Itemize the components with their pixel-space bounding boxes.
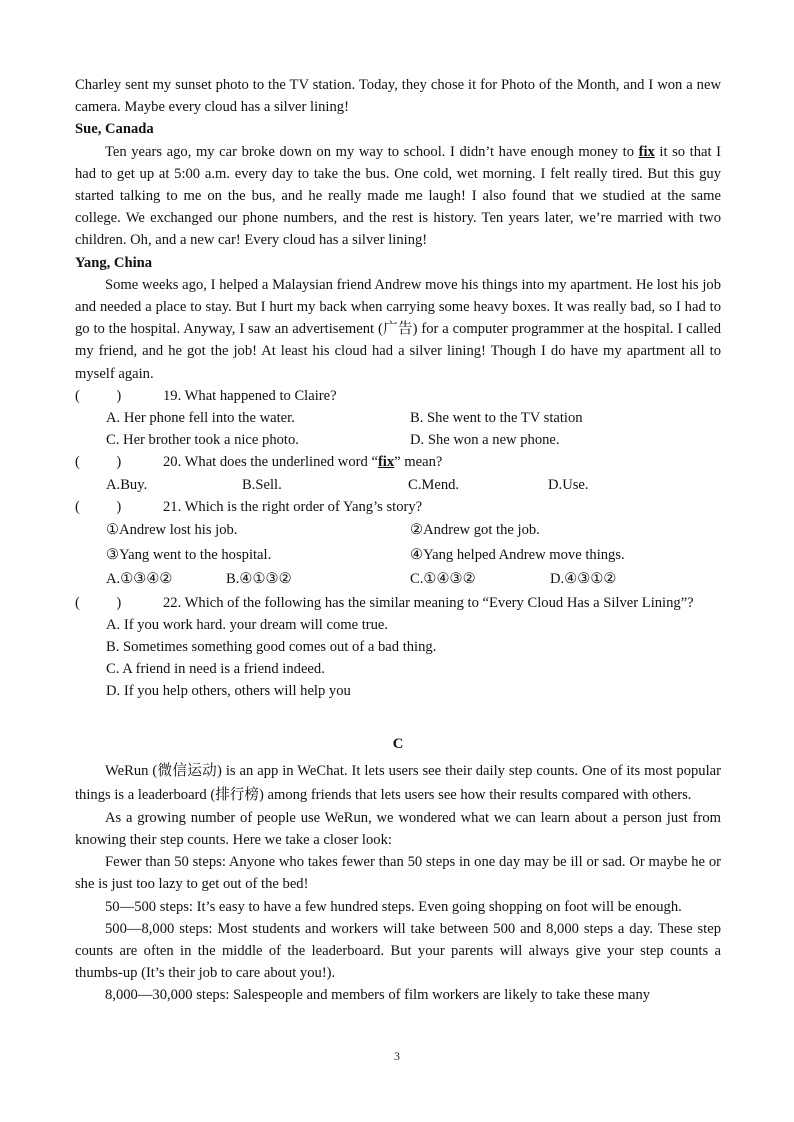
option: B. She went to the TV station <box>410 410 583 427</box>
yang-story: Some weeks ago, I helped a Malaysian friend Andrew move his things into my apartment. He lost his job and needed a place to stay. But I hurt my back when carrying some heavy boxes. It was really bad, so I had to go to the hospital. Anyway, I saw an advertisement (广告) for a computer programmer at the hospital. I called my friend, and he got the job! At least his cloud had a silver lining! Though I do have my apartment all to myself again. <box>75 276 721 382</box>
section-heading: C <box>392 735 404 752</box>
option: A.①③④② <box>106 571 173 588</box>
option: C.Mend. <box>408 476 460 493</box>
story-ending: Charley sent my sunset photo to the TV station. Today, they chose it for Photo of the Month, and I won a new camera. Maybe every cloud has a silver lining! <box>75 77 721 116</box>
option: B.Sell. <box>242 476 282 493</box>
answer-blank[interactable]: ( ) <box>75 387 122 404</box>
section-c-paragraph: WeRun (微信运动) is an app in WeChat. It lets users see their daily step counts. One of its most popular things is a leaderboard (排行榜) among friends that lets users see how their results compared with others. <box>75 762 721 803</box>
question-19: ( ) 19. What happened to Claire? <box>75 385 721 407</box>
question-20: ( ) 20. What does the underlined word “fix” mean? <box>75 451 721 473</box>
answer-blank[interactable]: ( ) <box>75 594 122 611</box>
sue-story: Ten years ago, my car broke down on my way to school. I didn’t have enough money to fix it so that I had to get up at 5:00 a.m. every day to take the bus. One cold, wet morning. I felt really tired. But this guy started talking to me on the bus, and he really made me laugh! I also found that we studied at the same college. We exchanged our phone numbers, and the rest is history. Ten years later, we’re married with two children. Oh, and a new car! Every cloud has a silver lining! <box>75 143 721 249</box>
option: C.①④③② <box>410 571 476 588</box>
question-21-events <box>75 518 721 567</box>
answer-blank[interactable]: ( ) <box>75 454 122 471</box>
option: C. Her brother took a nice photo. <box>106 432 299 449</box>
question-21: ( ) 21. Which is the right order of Yang’s story? <box>75 496 721 518</box>
author-sue: Sue, Canada <box>75 121 154 138</box>
answer-blank[interactable]: ( ) <box>75 498 122 515</box>
page-number: 3 <box>394 1049 400 1063</box>
question-20-options <box>75 474 721 496</box>
option: D. If you help others, others will help you <box>106 683 351 700</box>
option: B. Sometimes something good comes out of a bad thing. <box>106 638 437 655</box>
question-22: ( ) 22. Which of the following has the similar meaning to “Every Cloud Has a Silver Lining”? <box>75 592 721 614</box>
event: ②Andrew got the job. <box>410 522 540 539</box>
event: ①Andrew lost his job. <box>106 522 238 539</box>
option: A.Buy. <box>106 476 148 493</box>
section-c-paragraph: As a growing number of people use WeRun, we wondered what we can learn about a person just from knowing their step counts. Here we take a closer look: <box>75 809 721 848</box>
option: A. If you work hard. your dream will come true. <box>106 616 389 633</box>
author-yang: Yang, China <box>75 254 153 271</box>
underlined-word-fix: fix <box>377 454 395 471</box>
option: D.④③①② <box>550 571 617 588</box>
section-c-paragraph: 50—500 steps: It’s easy to have a few hundred steps. Even going shopping on foot will be enough. <box>105 898 682 915</box>
question-19-options <box>75 407 721 451</box>
document-page <box>75 74 721 1007</box>
section-c-paragraph: 500—8,000 steps: Most students and workers will take between 500 and 8,000 steps a day. These step counts are often in the middle of the leaderboard. But your parents will always give your step counts a thumbs-up (It’s their job to care about you!). <box>75 920 721 982</box>
option: D.Use. <box>548 476 589 493</box>
option: B.④①③② <box>226 571 292 588</box>
option: A. Her phone fell into the water. <box>106 410 295 427</box>
event: ④Yang helped Andrew move things. <box>410 546 625 563</box>
question-21-options <box>75 567 721 592</box>
event: ③Yang went to the hospital. <box>106 546 272 563</box>
section-c-paragraph: 8,000—30,000 steps: Salespeople and members of film workers are likely to take these many <box>105 987 651 1004</box>
option: C. A friend in need is a friend indeed. <box>106 661 325 678</box>
underlined-word-fix: fix <box>638 143 655 160</box>
section-c-paragraph: Fewer than 50 steps: Anyone who takes fewer than 50 steps in one day may be ill or sad. Or maybe he or she is just too lazy to get out of the bed! <box>75 854 721 893</box>
option: D. She won a new phone. <box>410 432 560 449</box>
